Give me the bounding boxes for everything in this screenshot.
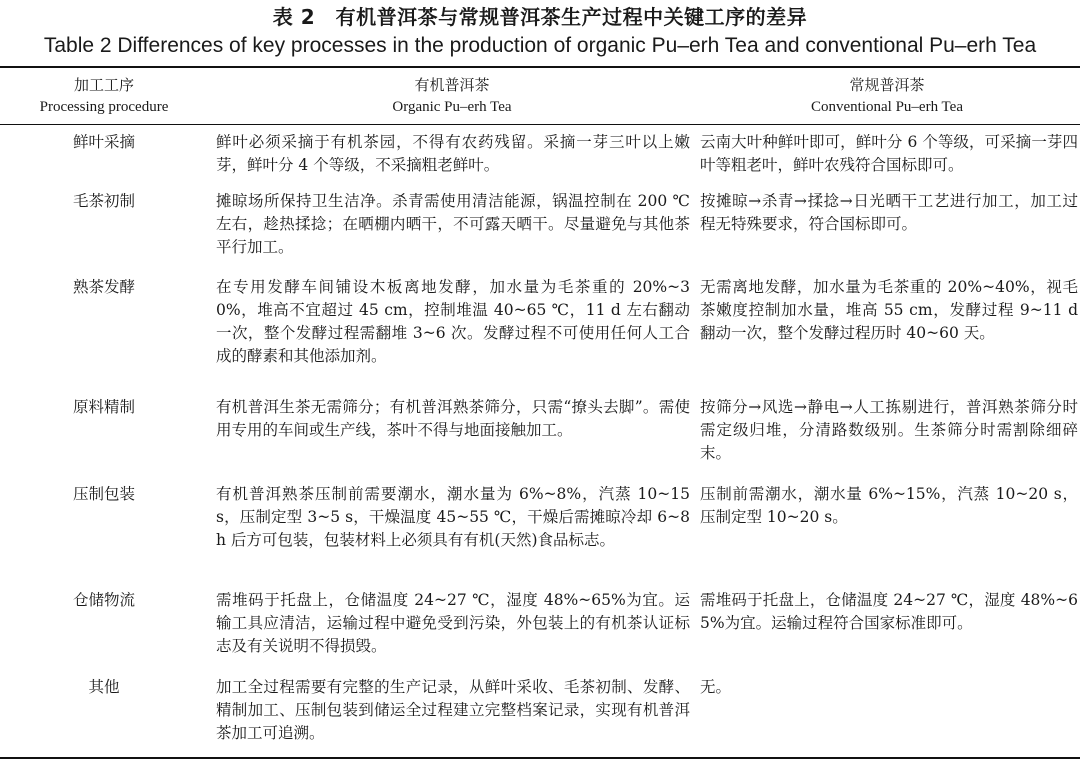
procedure-cell: 熟茶发酵 [72, 278, 135, 296]
conventional-cell: 无。 [700, 678, 732, 696]
header-label-en: Organic Pu–erh Tea [392, 99, 512, 115]
header-label-en: Conventional Pu–erh Tea [811, 99, 963, 115]
header-label-en: Processing procedure [39, 99, 169, 115]
organic-cell: 有机普洱熟茶压制前需要潮水，潮水量为 6%~8%，汽蒸 10~15 s，压制定型 3~5 s，干燥温度 45~55 ℃，干燥后需摊晾冷却 6~8 h 后方可包装，包装材料上必须具有有机(天然)食品标志。 [216, 485, 690, 549]
procedure-cell: 仓储物流 [72, 591, 135, 609]
conventional-cell: 云南大叶种鲜叶即可，鲜叶分 6 个等级，可采摘一芽四叶等粗老叶，鲜叶农残符合国标即可。 [700, 133, 1078, 174]
conventional-cell: 压制前需潮水，潮水量 6%~15%，汽蒸 10~20 s，压制定型 10~20 s。 [700, 485, 1078, 526]
header-label-cn: 常规普洱茶 [849, 76, 925, 94]
conventional-cell: 需堆码于托盘上，仓储温度 24~27 ℃，湿度 48%~65%为宜。运输过程符合国家标准即可。 [700, 591, 1078, 632]
organic-cell: 需堆码于托盘上，仓储温度 24~27 ℃，湿度 48%~65%为宜。运输工具应清洁，运输过程中避免受到污染，外包装上的有机茶认证标志及有关说明不得损毁。 [216, 591, 690, 655]
header-conventional [694, 74, 1080, 118]
header-label-cn: 有机普洱茶 [414, 76, 490, 94]
organic-cell: 有机普洱生茶无需筛分；有机普洱熟茶筛分，只需“撩头去脚”。需使用专用的车间或生产线，茶叶不得与地面接触加工。 [216, 398, 690, 439]
conventional-cell: 按筛分→风选→静电→人工拣剔进行，普洱熟茶筛分时需定级归堆，分清路数级别。生茶筛分时需割除细碎末。 [700, 398, 1078, 462]
table-top-rule [0, 66, 1080, 68]
table-bottom-rule [0, 757, 1080, 759]
procedure-cell: 毛茶初制 [72, 192, 135, 210]
organic-cell: 在专用发酵车间铺设木板离地发酵，加水量为毛茶重的 20%~30%，堆高不宜超过 45 cm，控制堆温 40~65 ℃，11 d 左右翻动一次，整个发酵过程需翻堆 3~6 次。发酵过程不可使用任何人工合成的酵素和其他添加剂。 [216, 278, 690, 365]
header-processing-procedure [0, 74, 208, 118]
header-label-cn: 加工工序 [73, 76, 134, 94]
table-title-english: Table 2 Differences of key processes in the production of organic Pu–erh Tea and conventional Pu–erh Tea [43, 34, 1037, 57]
organic-cell: 摊晾场所保持卫生洁净。杀青需使用清洁能源，锅温控制在 200 ℃左右，趁热揉捻；在晒棚内晒干，不可露天晒干。尽量避免与其他茶平行加工。 [216, 192, 690, 256]
organic-cell: 加工全过程需要有完整的生产记录，从鲜叶采收、毛茶初制、发酵、精制加工、压制包装到储运全过程建立完整档案记录，实现有机普洱茶加工可追溯。 [216, 678, 690, 742]
conventional-cell: 按摊晾→杀青→揉捻→日光晒干工艺进行加工，加工过程无特殊要求，符合国标即可。 [700, 192, 1078, 233]
table-title-chinese: 表 2 有机普洱茶与常规普洱茶生产过程中关键工序的差异 [272, 5, 808, 29]
conventional-cell: 无需离地发酵，加水量为毛茶重的 20%~40%，视毛茶嫩度控制加水量，堆高 55 cm，发酵过程 9~11 d 翻动一次，整个发酵过程历时 40~60 天。 [700, 278, 1078, 342]
procedure-cell: 其他 [88, 678, 120, 696]
header-organic [212, 74, 692, 118]
procedure-cell: 压制包装 [72, 485, 135, 503]
table-header-rule [0, 124, 1080, 125]
organic-cell: 鲜叶必须采摘于有机茶园，不得有农药残留。采摘一芽三叶以上嫩芽，鲜叶分 4 个等级，不采摘粗老鲜叶。 [216, 133, 690, 174]
procedure-cell: 鲜叶采摘 [72, 133, 135, 151]
procedure-cell: 原料精制 [72, 398, 135, 416]
